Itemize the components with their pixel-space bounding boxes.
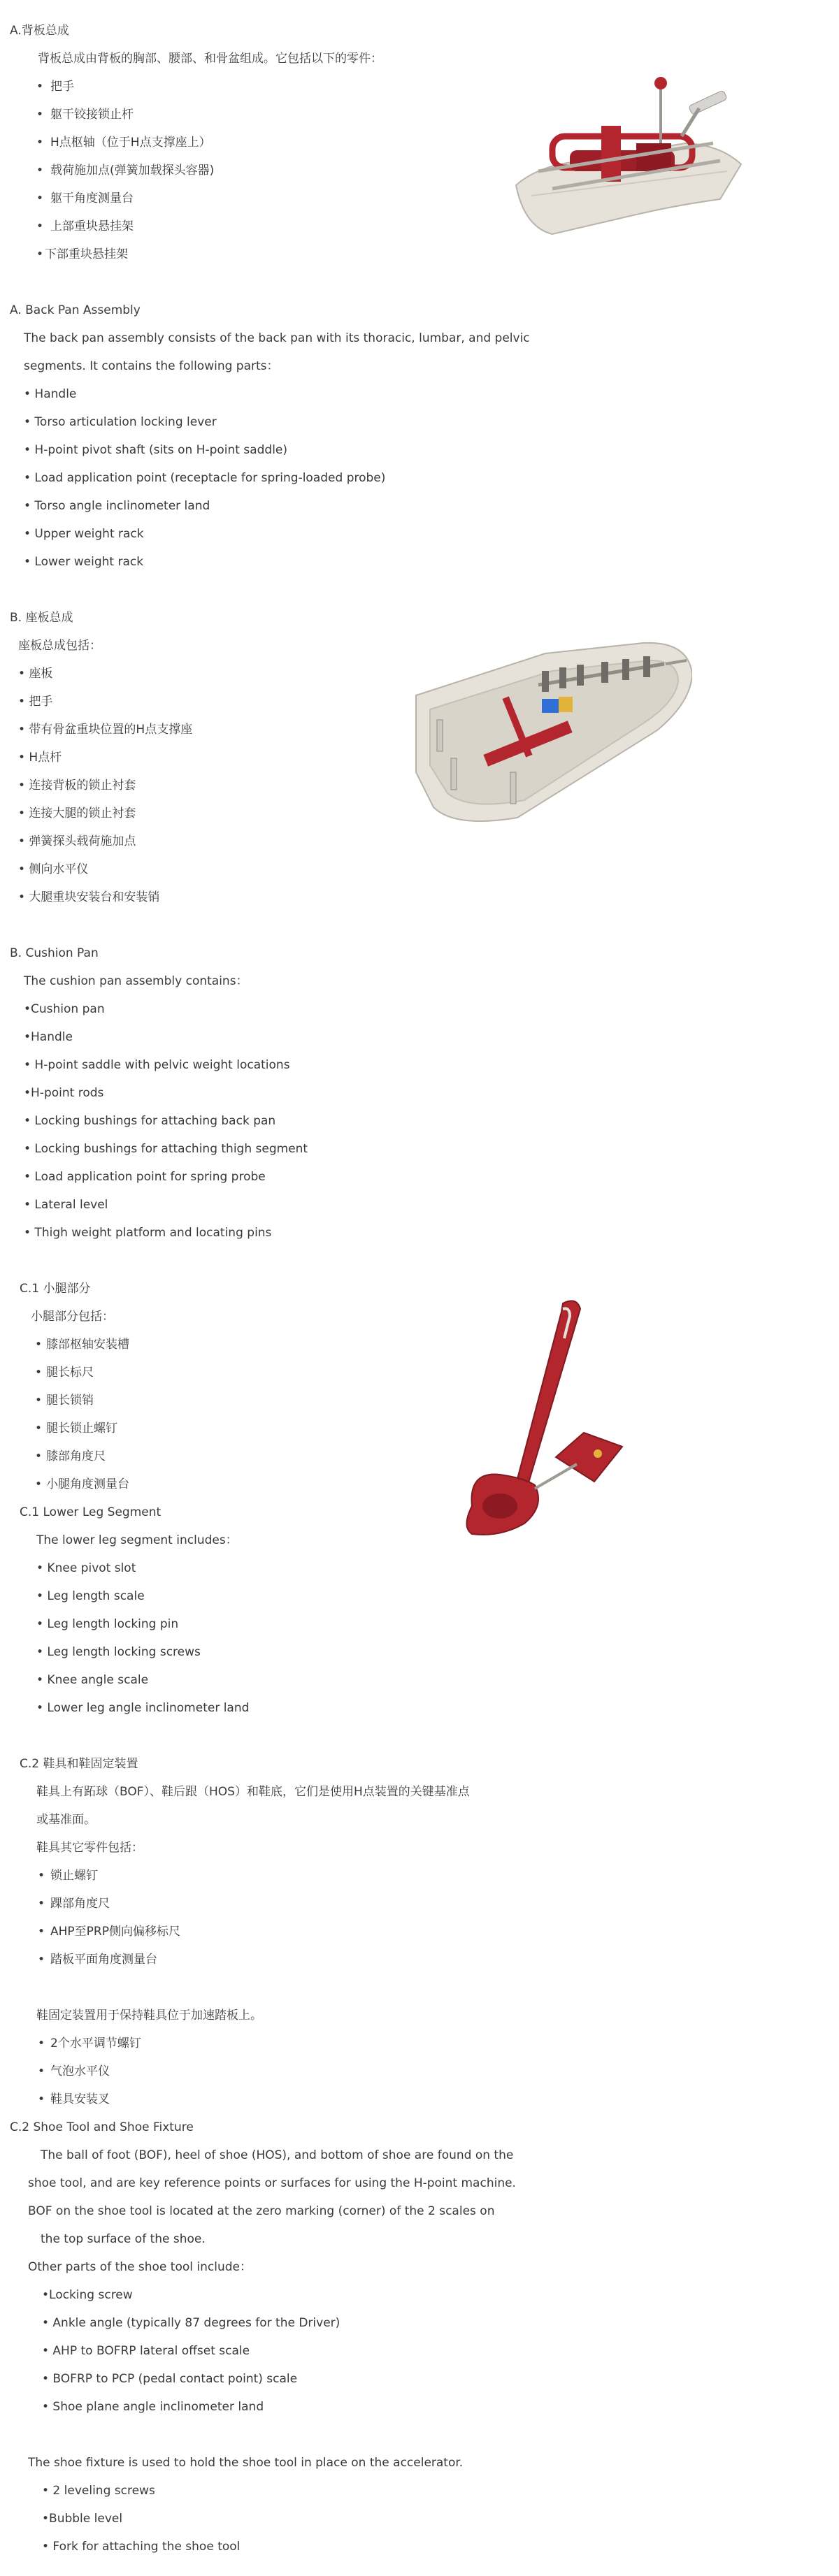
bullet: • <box>38 2092 45 2106</box>
list-item: • H-point saddle with pelvic weight locations <box>24 1058 290 1072</box>
list-item: • Shoe plane angle inclinometer land <box>42 2400 264 2414</box>
list-item: 腿长标尺 <box>46 1366 94 1380</box>
section-a-cn-title: A.背板总成 <box>10 24 69 38</box>
list-item: • Ankle angle (typically 87 degrees for the Driver) <box>42 2316 340 2330</box>
section-c2-cn-fixture-intro: 鞋固定装置用于保持鞋具位于加速踏板上。 <box>36 2009 262 2023</box>
list-item: • Lower leg angle inclinometer land <box>36 1701 250 1715</box>
list-item: • 连接大腿的锁止衬套 <box>18 806 136 820</box>
list-item: •Cushion pan <box>24 1002 105 1016</box>
section-a-en-title: A. Back Pan Assembly <box>10 303 141 317</box>
list-item: 上部重块悬挂架 <box>50 219 134 233</box>
section-c2-en-para-line5: Other parts of the shoe tool include： <box>28 2260 252 2274</box>
section-c2-en-fixture-intro: The shoe fixture is used to hold the shoe tool in place on the accelerator. <box>28 2456 464 2470</box>
list-item: • 弹簧探头载荷施加点 <box>18 834 136 848</box>
list-item: 把手 <box>50 80 74 94</box>
list-item: • 2 leveling screws <box>42 2484 155 2498</box>
section-c2-en-para-line1: The ball of foot (BOF), heel of shoe (HOS), and bottom of shoe are found on the <box>41 2148 514 2162</box>
list-item: • 大腿重块安装台和安装销 <box>18 890 160 904</box>
list-item: 踏板平面角度测量台 <box>50 1953 157 1967</box>
list-item: 躯干角度测量台 <box>50 191 134 205</box>
list-item: 锁止螺钉 <box>50 1869 98 1883</box>
bullet: • <box>35 1366 43 1380</box>
bullet: • <box>38 2064 45 2078</box>
list-item: 膝部枢轴安装槽 <box>46 1338 129 1352</box>
list-item: • 侧向水平仪 <box>18 862 89 876</box>
list-item: • Fork for attaching the shoe tool <box>42 2540 241 2554</box>
list-item: • Torso articulation locking lever <box>24 415 217 429</box>
list-item: 小腿角度测量台 <box>46 1477 129 1491</box>
list-item: • BOFRP to PCP (pedal contact point) scale <box>42 2372 298 2386</box>
list-item: • Load application point (receptacle for spring-loaded probe) <box>24 471 386 485</box>
bullet: • <box>36 247 44 261</box>
bullet: • <box>38 1925 45 1939</box>
list-item: • Torso angle inclinometer land <box>24 499 210 513</box>
section-c2-cn-intro-line1: 鞋具上有跖球（BOF）、鞋后跟（HOS）和鞋底，它们是使用H点装置的关键基准点 <box>36 1785 470 1799</box>
section-a-cn-intro: 背板总成由背板的胸部、腰部、和骨盆组成。它包括以下的零件： <box>38 52 382 66</box>
list-item: • Locking bushings for attaching thigh segment <box>24 1142 308 1156</box>
list-item: • Locking bushings for attaching back pan <box>24 1114 276 1128</box>
lower-leg-segment-image <box>458 1296 629 1551</box>
bullet: • <box>36 108 44 122</box>
section-b-en-title: B. Cushion Pan <box>10 946 99 960</box>
cushion-pan-image <box>413 632 692 832</box>
list-item: 下部重块悬挂架 <box>45 247 128 261</box>
section-a-en-intro-line1: The back pan assembly consists of the back pan with its thoracic, lumbar, and pelvic <box>24 331 530 345</box>
list-item: 2个水平调节螺钉 <box>50 2036 141 2050</box>
list-item: • Knee angle scale <box>36 1673 149 1687</box>
list-item: 膝部角度尺 <box>46 1449 106 1463</box>
list-item: •H-point rods <box>24 1086 104 1100</box>
list-item: • Leg length scale <box>36 1589 145 1603</box>
list-item: • Handle <box>24 387 77 401</box>
list-item: • H-point pivot shaft (sits on H-point saddle) <box>24 443 288 457</box>
list-item: H点枢轴（位于H点支撑座上） <box>50 136 211 150</box>
bullet: • <box>35 1338 43 1352</box>
section-c1-cn-title: C.1 小腿部分 <box>20 1282 91 1296</box>
bullet: • <box>35 1449 43 1463</box>
section-c2-cn-title: C.2 鞋具和鞋固定装置 <box>20 1757 138 1771</box>
list-item: 气泡水平仪 <box>50 2064 110 2078</box>
bullet: • <box>36 136 44 150</box>
bullet: • <box>35 1477 43 1491</box>
list-item: • Leg length locking pin <box>36 1617 179 1631</box>
back-pan-assembly-image <box>510 66 748 241</box>
list-item: 腿长锁销 <box>46 1394 94 1408</box>
section-c2-en-title: C.2 Shoe Tool and Shoe Fixture <box>10 2120 194 2134</box>
list-item: • Lower weight rack <box>24 555 144 569</box>
section-c2-en-para-line4: the top surface of the shoe. <box>41 2232 206 2246</box>
list-item: 鞋具安装叉 <box>50 2092 110 2106</box>
list-item: AHP至PRP侧向偏移标尺 <box>50 1925 180 1939</box>
bullet: • <box>35 1394 43 1408</box>
list-item: • 带有骨盆重块位置的H点支撑座 <box>18 723 193 737</box>
section-c1-en-title: C.1 Lower Leg Segment <box>20 1505 162 1519</box>
list-item: •Locking screw <box>42 2288 133 2302</box>
bullet: • <box>38 2036 45 2050</box>
section-c2-en-para-line2: shoe tool, and are key reference points or surfaces for using the H-point machine. <box>28 2176 516 2190</box>
section-b-cn-intro: 座板总成包括： <box>18 639 101 653</box>
list-item: 躯干铰接锁止杆 <box>50 108 134 122</box>
bullet: • <box>38 1953 45 1967</box>
bullet: • <box>35 1421 43 1435</box>
list-item: • AHP to BOFRP lateral offset scale <box>42 2344 250 2358</box>
list-item: 腿长锁止螺钉 <box>46 1421 117 1435</box>
list-item: • 把手 <box>18 695 53 709</box>
bullet: • <box>36 80 44 94</box>
bullet: • <box>38 1869 45 1883</box>
section-c2-cn-intro-line2: 或基准面。 <box>36 1813 96 1827</box>
section-b-en-intro: The cushion pan assembly contains： <box>24 974 248 988</box>
list-item: • Knee pivot slot <box>36 1561 136 1575</box>
list-item: • Leg length locking screws <box>36 1645 201 1659</box>
bullet: • <box>36 164 44 178</box>
bullet: • <box>36 219 44 233</box>
section-c2-cn-intro-line3: 鞋具其它零件包括： <box>36 1841 143 1855</box>
list-item: 踝部角度尺 <box>50 1897 110 1911</box>
section-c1-en-intro: The lower leg segment includes： <box>36 1533 238 1547</box>
list-item: • Thigh weight platform and locating pins <box>24 1226 272 1240</box>
list-item: • 座板 <box>18 667 53 681</box>
list-item: 载荷施加点(弹簧加载探头容器) <box>50 164 215 178</box>
bullet: • <box>36 191 44 205</box>
list-item: •Handle <box>24 1030 73 1044</box>
section-c2-en-para-line3: BOF on the shoe tool is located at the zero marking (corner) of the 2 scales on <box>28 2204 495 2218</box>
list-item: • Load application point for spring probe <box>24 1170 266 1184</box>
list-item: • Upper weight rack <box>24 527 144 541</box>
section-a-en-intro-line2: segments. It contains the following parts： <box>24 359 279 373</box>
section-b-cn-title: B. 座板总成 <box>10 611 73 625</box>
bullet: • <box>38 1897 45 1911</box>
list-item: • H点杆 <box>18 751 62 765</box>
list-item: • 连接背板的锁止衬套 <box>18 779 136 793</box>
section-c1-cn-intro: 小腿部分包括： <box>31 1310 114 1324</box>
list-item: • Lateral level <box>24 1198 108 1212</box>
list-item: •Bubble level <box>42 2512 123 2526</box>
